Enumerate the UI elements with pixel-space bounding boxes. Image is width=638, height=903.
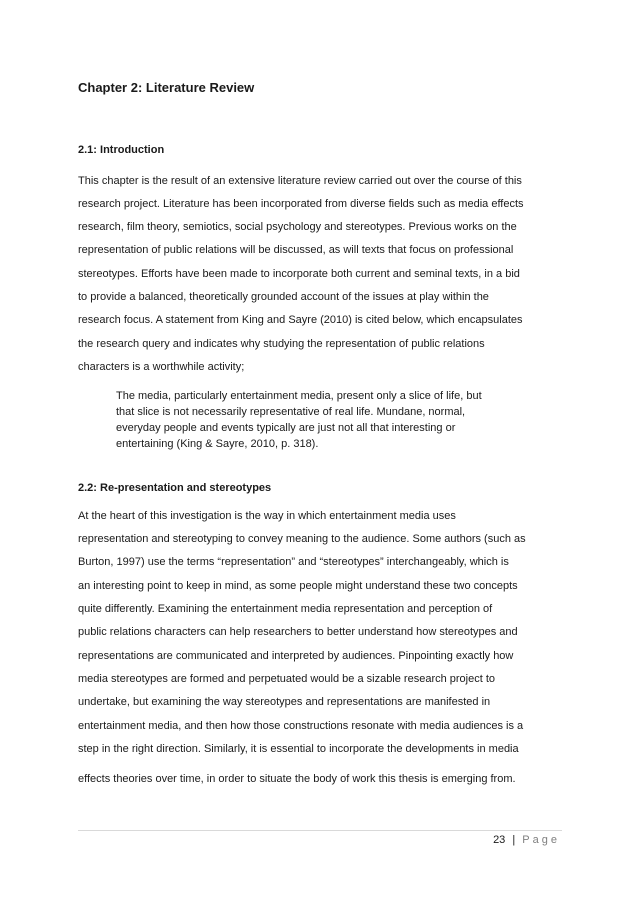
paragraph-line: stereotypes. Efforts have been made to incorporate both current and seminal texts, in a bid (78, 268, 520, 280)
page-footer (493, 834, 560, 846)
paragraph-line: At the heart of this investigation is the way in which entertainment media uses (78, 510, 456, 522)
paragraph-line: the research query and indicates why studying the representation of public relations (78, 338, 485, 350)
quote-line: The media, particularly entertainment media, present only a slice of life, but (116, 390, 482, 402)
paragraph-line: undertake, but examining the way stereotypes and representations are manifested in (78, 696, 491, 708)
paragraph-line: public relations characters can help researchers to better understand how stereotypes and (78, 626, 518, 638)
paragraph-line: This chapter is the result of an extensive literature review carried out over the course of this (78, 175, 522, 187)
paragraph-line: representation and stereotyping to convey meaning to the audience. Some authors (such as (78, 533, 526, 545)
paragraph-line: entertainment media, and then how those constructions resonate with media audiences is a (78, 720, 524, 732)
page-label: Page (522, 834, 560, 846)
paragraph-line: representation of public relations will be discussed, as will texts that focus on professional (78, 244, 514, 256)
section-heading-representation: 2.2: Re-presentation and stereotypes (78, 482, 272, 494)
paragraph-line: step in the right direction. Similarly, it is essential to incorporate the developments in media (78, 743, 519, 755)
quote-line: everyday people and events typically are just not all that interesting or (116, 422, 456, 434)
paragraph-line: quite differently. Examining the entertainment media representation and perception of (78, 603, 493, 615)
paragraph-line: to provide a balanced, theoretically grounded account of the issues at play within the (78, 291, 489, 303)
paragraph-line: characters is a worthwhile activity; (78, 361, 245, 373)
footer-divider (78, 830, 562, 831)
paragraph-line: effects theories over time, in order to situate the body of work this thesis is emerging from. (78, 773, 516, 785)
footer-separator: | (512, 834, 516, 846)
chapter-title: Chapter 2: Literature Review (78, 80, 255, 95)
paragraph-line: Burton, 1997) use the terms “representation” and “stereotypes” interchangeably, which is (78, 556, 509, 568)
quote-line: entertaining (King & Sayre, 2010, p. 318). (116, 438, 319, 450)
section-heading-introduction: 2.1: Introduction (78, 144, 165, 156)
paragraph-line: research project. Literature has been incorporated from diverse fields such as media effects (78, 198, 524, 210)
quote-line: that slice is not necessarily representative of real life. Mundane, normal, (116, 406, 466, 418)
paragraph-line: an interesting point to keep in mind, as some people might understand these two concepts (78, 580, 518, 592)
paragraph-line: media stereotypes are formed and perpetuated would be a sizable research project to (78, 673, 496, 685)
paragraph-line: research focus. A statement from King and Sayre (2010) is cited below, which encapsulates (78, 314, 523, 326)
paragraph-line: representations are communicated and interpreted by audiences. Pinpointing exactly how (78, 650, 514, 662)
paragraph-line: research, film theory, semiotics, social psychology and stereotypes. Previous works on the (78, 221, 517, 233)
page-number: 23 (493, 834, 506, 846)
